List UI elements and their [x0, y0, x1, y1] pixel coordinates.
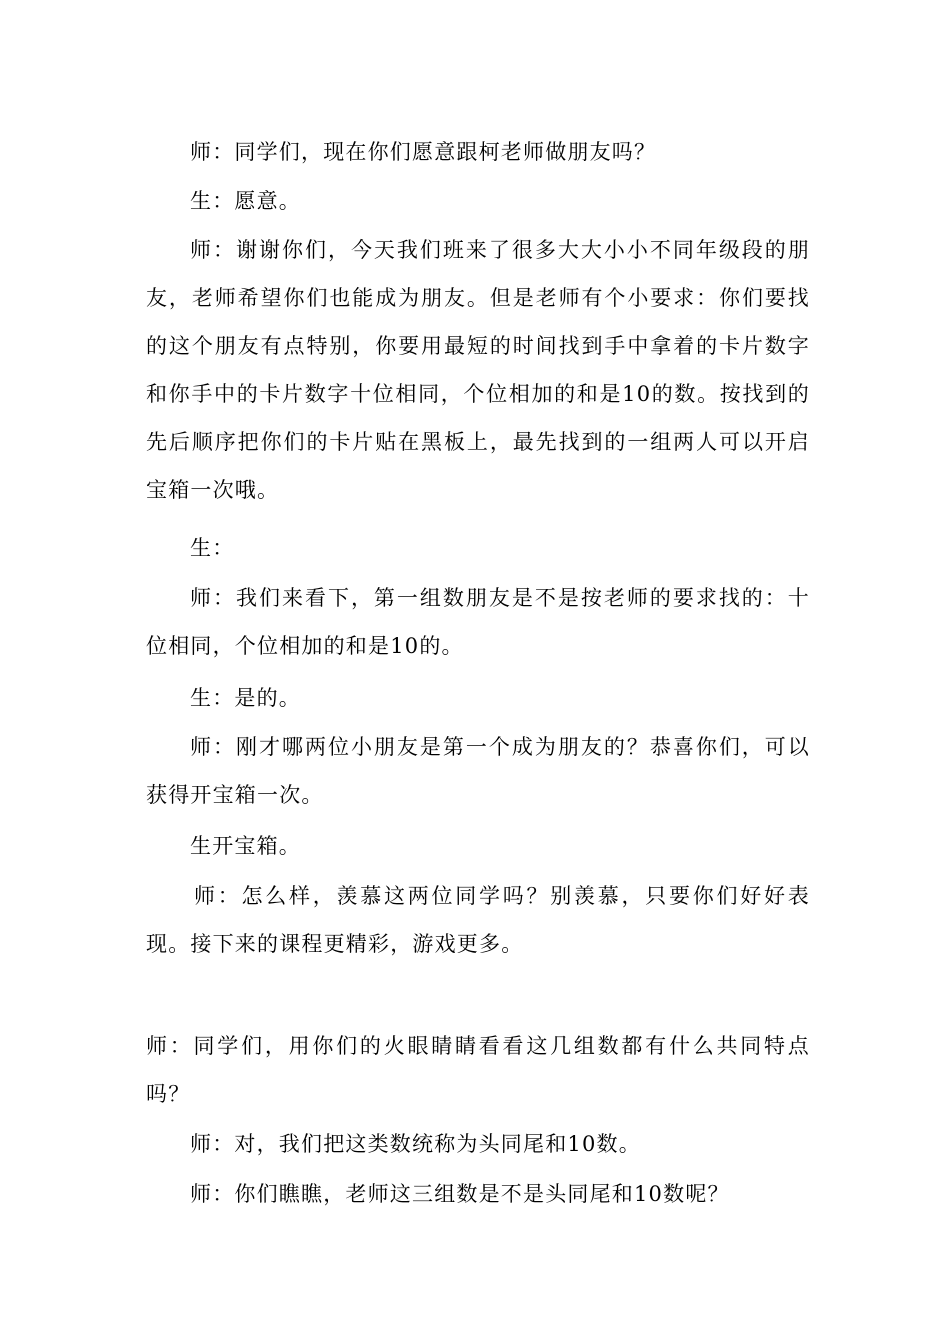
paragraph-3: 师：谢谢你们，今天我们班来了很多大大小小不同年级段的朋友，老师希望你们也能成为朋友。但是老师有个小要求：你们要找的这个朋友有点特别，你要用最短的时间找到手中拿着的卡片数字和你手中的卡片数字十位相同，个位相加的和是10的数。按找到的先后顺序把你们的卡片贴在黑板上，最先找到的一组两人可以开启宝箱一次哦。 [146, 238, 810, 502]
paragraph-8: 生开宝箱。 [190, 834, 301, 858]
paragraph-5: 师：我们来看下，第一组数朋友是不是按老师的要求找的：十位相同，个位相加的和是10的。 [146, 586, 810, 658]
paragraph-6: 生：是的。 [190, 686, 301, 710]
paragraph-12: 师：你们瞧瞧，老师这三组数是不是头同尾和10数呢？ [190, 1182, 730, 1206]
paragraph-7: 师：刚才哪两位小朋友是第一个成为朋友的？恭喜你们，可以获得开宝箱一次。 [146, 735, 810, 807]
paragraph-2: 生：愿意。 [190, 189, 301, 213]
paragraph-9: 师：怎么样，羡慕这两位同学吗？别羡慕，只要你们好好表现。接下来的课程更精彩，游戏更多。 [146, 884, 810, 956]
paragraph-11: 师：对，我们把这类数统称为头同尾和10数。 [190, 1132, 641, 1156]
paragraph-1: 师：同学们，现在你们愿意跟柯老师做朋友吗？ [190, 140, 657, 164]
paragraph-4: 生： [190, 536, 235, 560]
paragraph-10: 师：同学们，用你们的火眼睛睛看看这几组数都有什么共同特点吗？ [146, 1034, 810, 1106]
